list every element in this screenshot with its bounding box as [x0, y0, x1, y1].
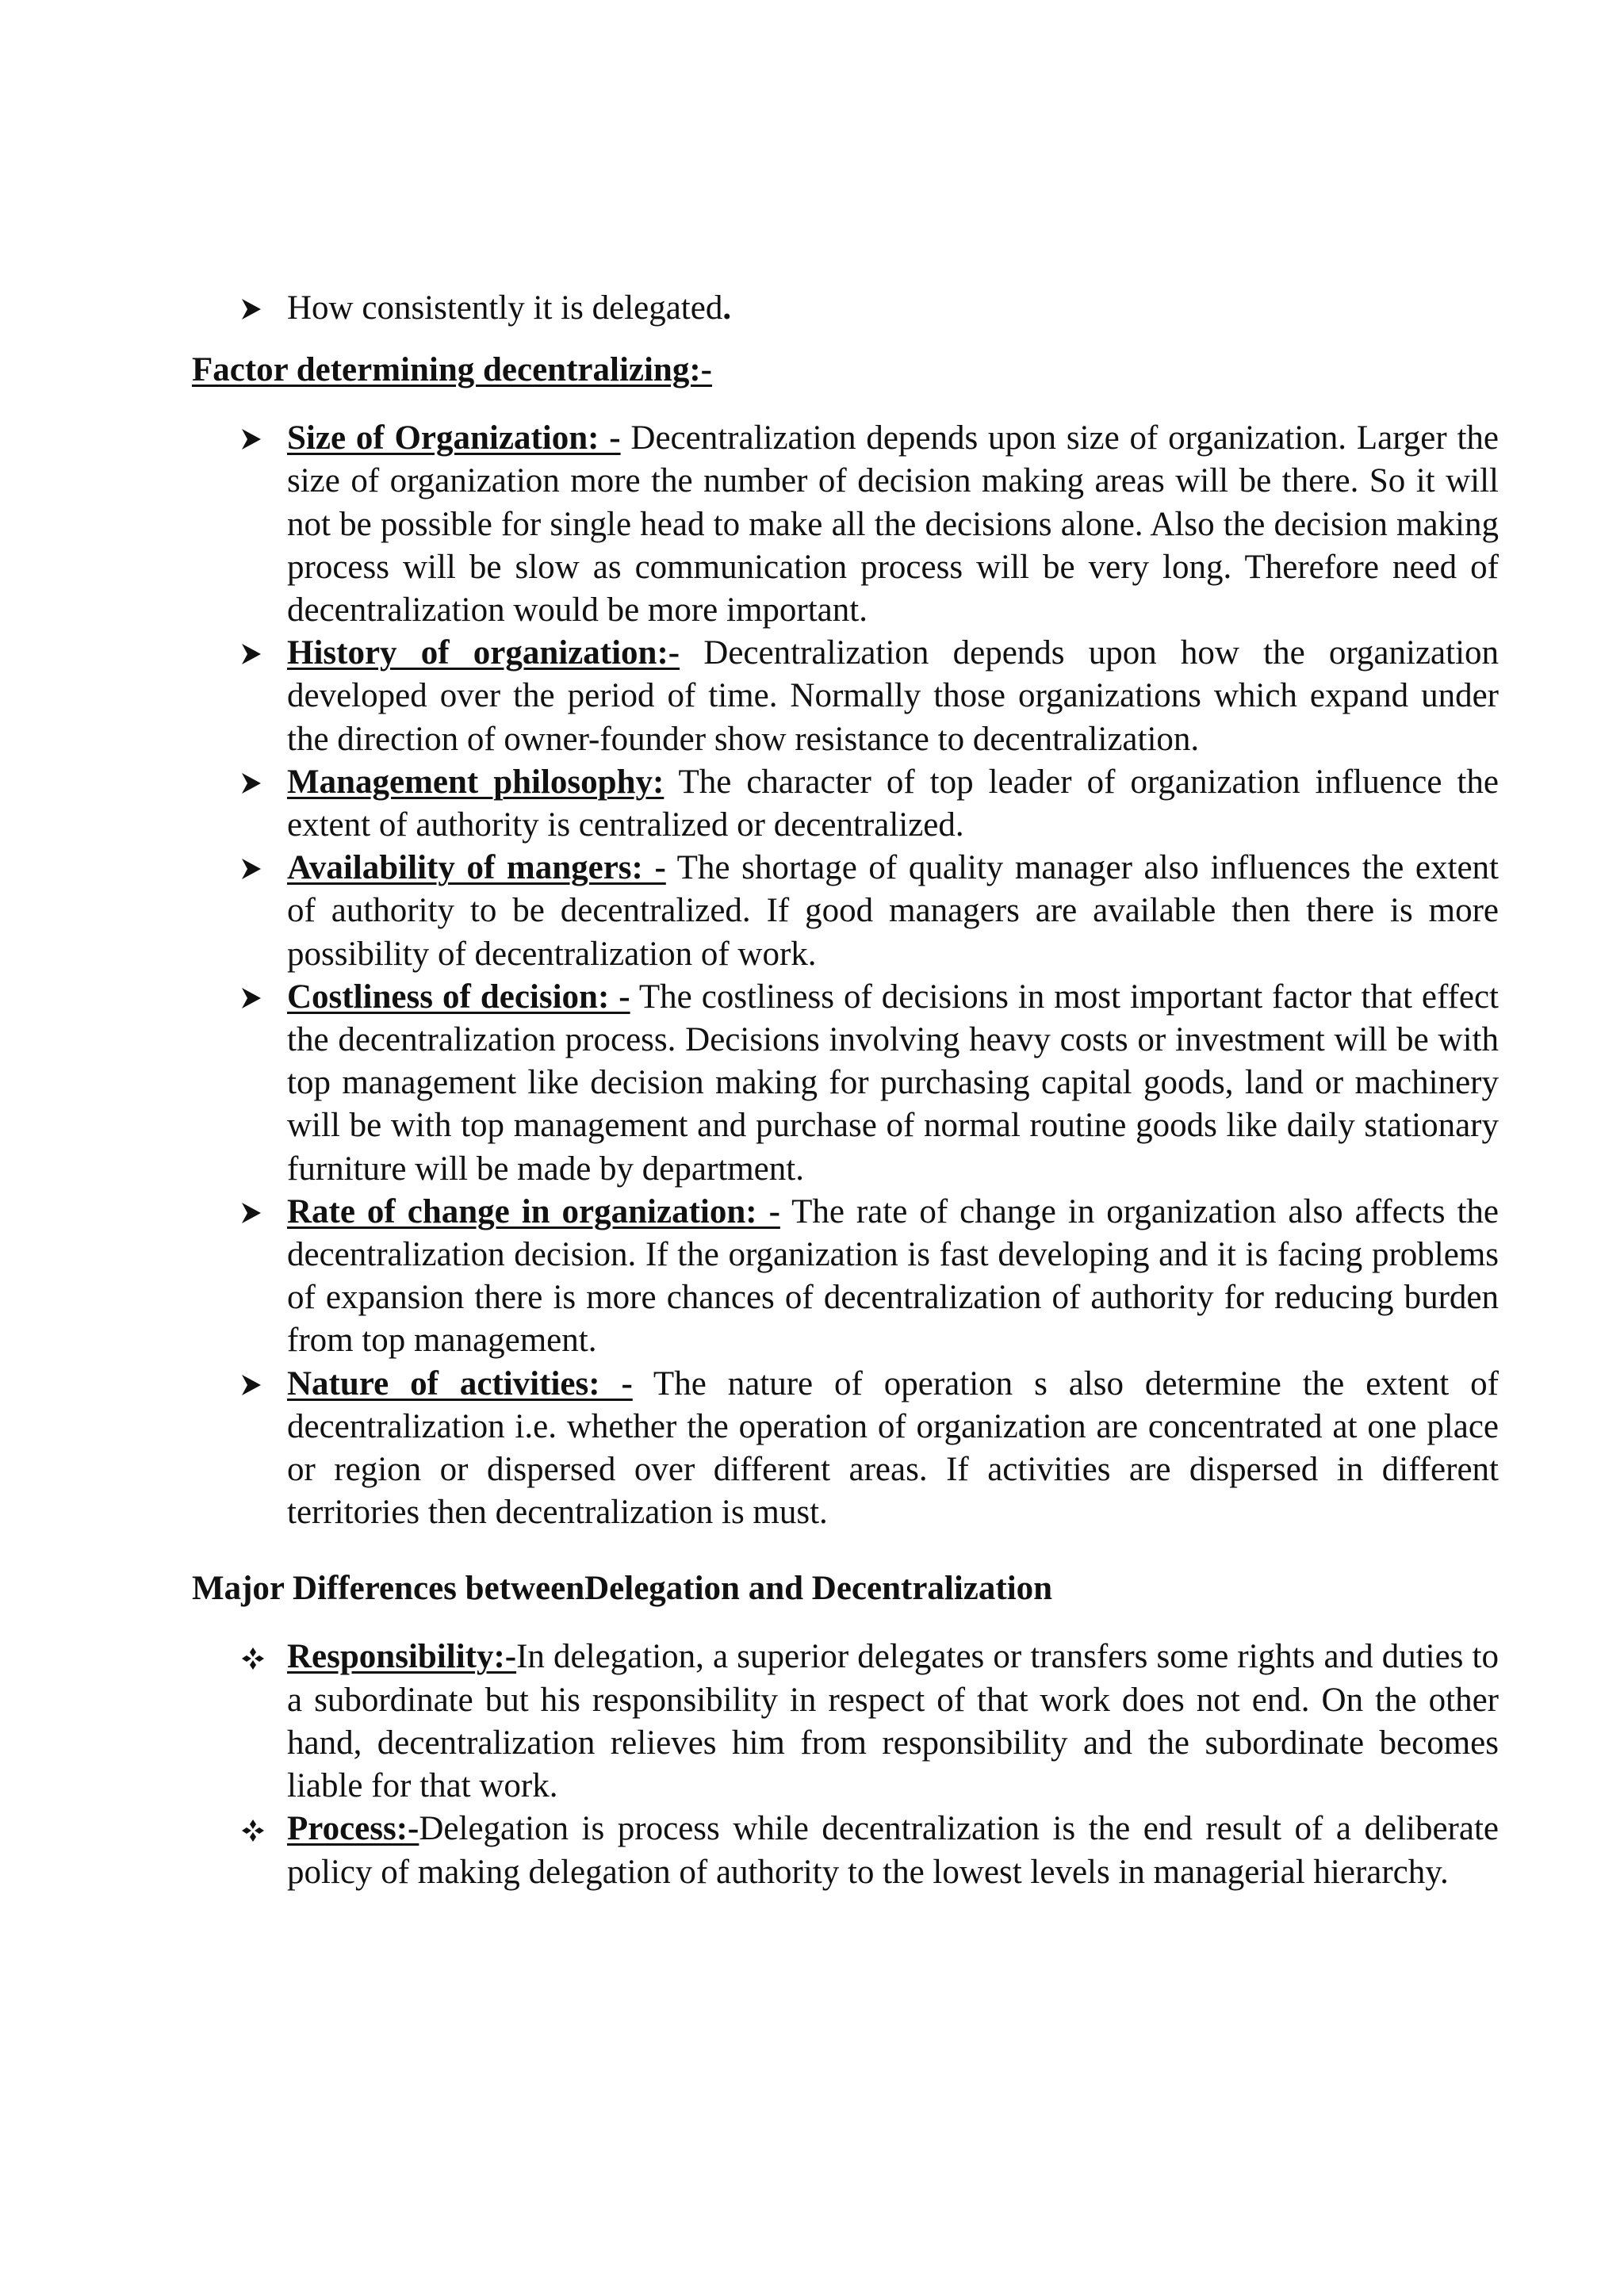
item-term: Process:- [287, 1810, 419, 1848]
item-term: Management philosophy: [287, 763, 665, 801]
arrow-bullet-icon [241, 632, 273, 675]
item-term: Nature of activities: - [287, 1364, 633, 1402]
item-term: Rate of change in organization: - [287, 1192, 780, 1230]
section-heading-differences: Major Differences betweenDelegation and Decentralization [192, 1570, 1053, 1608]
item-term: Responsibility:- [287, 1638, 517, 1676]
item-text: The nature of operation s also determine the extent of decentralization i.e. whether the operation of organization are concentrated at one place or region or dispersed over different areas. If activities are dispersed in different territories then decentralization is must. [287, 1364, 1499, 1532]
list-item [192, 287, 1499, 330]
list-item [192, 761, 1499, 847]
diamond-bullet-icon [241, 1636, 273, 1678]
item-text: The rate of change in organization also affects the decentralization decision. If the organization is fast developing and it is facing problems of expansion there is more chances of decentralization of authority for reducing burden from top management. [287, 1192, 1499, 1360]
list-item [192, 417, 1499, 632]
item-text: Decentralization depends upon size of organization. Larger the size of organization more the number of decision making areas will be there. So it will not be possible for single head to make all the decisions alone. Also the decision making process will be slow as communication process will be very long. Therefore need of decentralization would be more important. [287, 419, 1499, 629]
item-term: Size of Organization: - [287, 419, 621, 457]
arrow-bullet-icon [241, 1191, 273, 1234]
item-term: History of organization:- [287, 634, 680, 672]
differences-list [192, 1636, 1499, 1893]
list-item [192, 1363, 1499, 1535]
arrow-bullet-icon [241, 1363, 273, 1406]
page-content [192, 287, 1499, 1894]
item-text: The costliness of decisions in most important factor that effect the decentralization process. Decisions involving heavy costs or investment will be with top management like decision making for purchasing capital goods, land or machinery will be with top management and purchase of normal routine goods like daily stationary furniture will be made by department. [287, 978, 1499, 1188]
intro-item-period: . [722, 289, 732, 327]
item-term: Availability of mangers: - [287, 849, 666, 887]
list-item [192, 847, 1499, 976]
arrow-bullet-icon [241, 417, 273, 460]
item-text: The shortage of quality manager also influences the extent of authority to be decentralized. If good managers are available then there is more possibility of decentralization of work. [287, 849, 1499, 973]
arrow-bullet-icon [241, 976, 273, 1019]
item-text: In delegation, a superior delegates or transfers some rights and duties to a subordinate but his responsibility in respect of that work does not end. On the other hand, decentralization relieves him from responsibility and the subordinate becomes liable for that work. [287, 1638, 1499, 1805]
arrow-bullet-icon [241, 761, 273, 804]
item-text: Delegation is process while decentralization is the end result of a deliberate policy of making delegation of authority to the lowest levels in managerial hierarchy. [287, 1810, 1499, 1891]
section-heading-factors: Factor determining decentralizing:- [192, 351, 712, 389]
item-term: Costliness of decision: - [287, 978, 630, 1016]
item-text: The character of top leader of organization influence the extent of authority is centralized or decentralized. [287, 763, 1499, 844]
list-item [192, 1808, 1499, 1893]
arrow-bullet-icon [241, 287, 273, 330]
item-text: Decentralization depends upon how the organization developed over the period of time. Normally those organizations which expand under the direction of owner-founder show resistance to decentralization. [287, 634, 1500, 758]
list-item [192, 1191, 1499, 1363]
diamond-bullet-icon [241, 1808, 273, 1850]
arrow-bullet-icon [241, 847, 273, 890]
list-item [192, 976, 1499, 1191]
list-item [192, 1636, 1499, 1808]
factors-list [192, 417, 1499, 1534]
intro-list [192, 287, 1499, 330]
list-item [192, 632, 1499, 761]
intro-item-text: How consistently it is delegated [287, 289, 723, 327]
